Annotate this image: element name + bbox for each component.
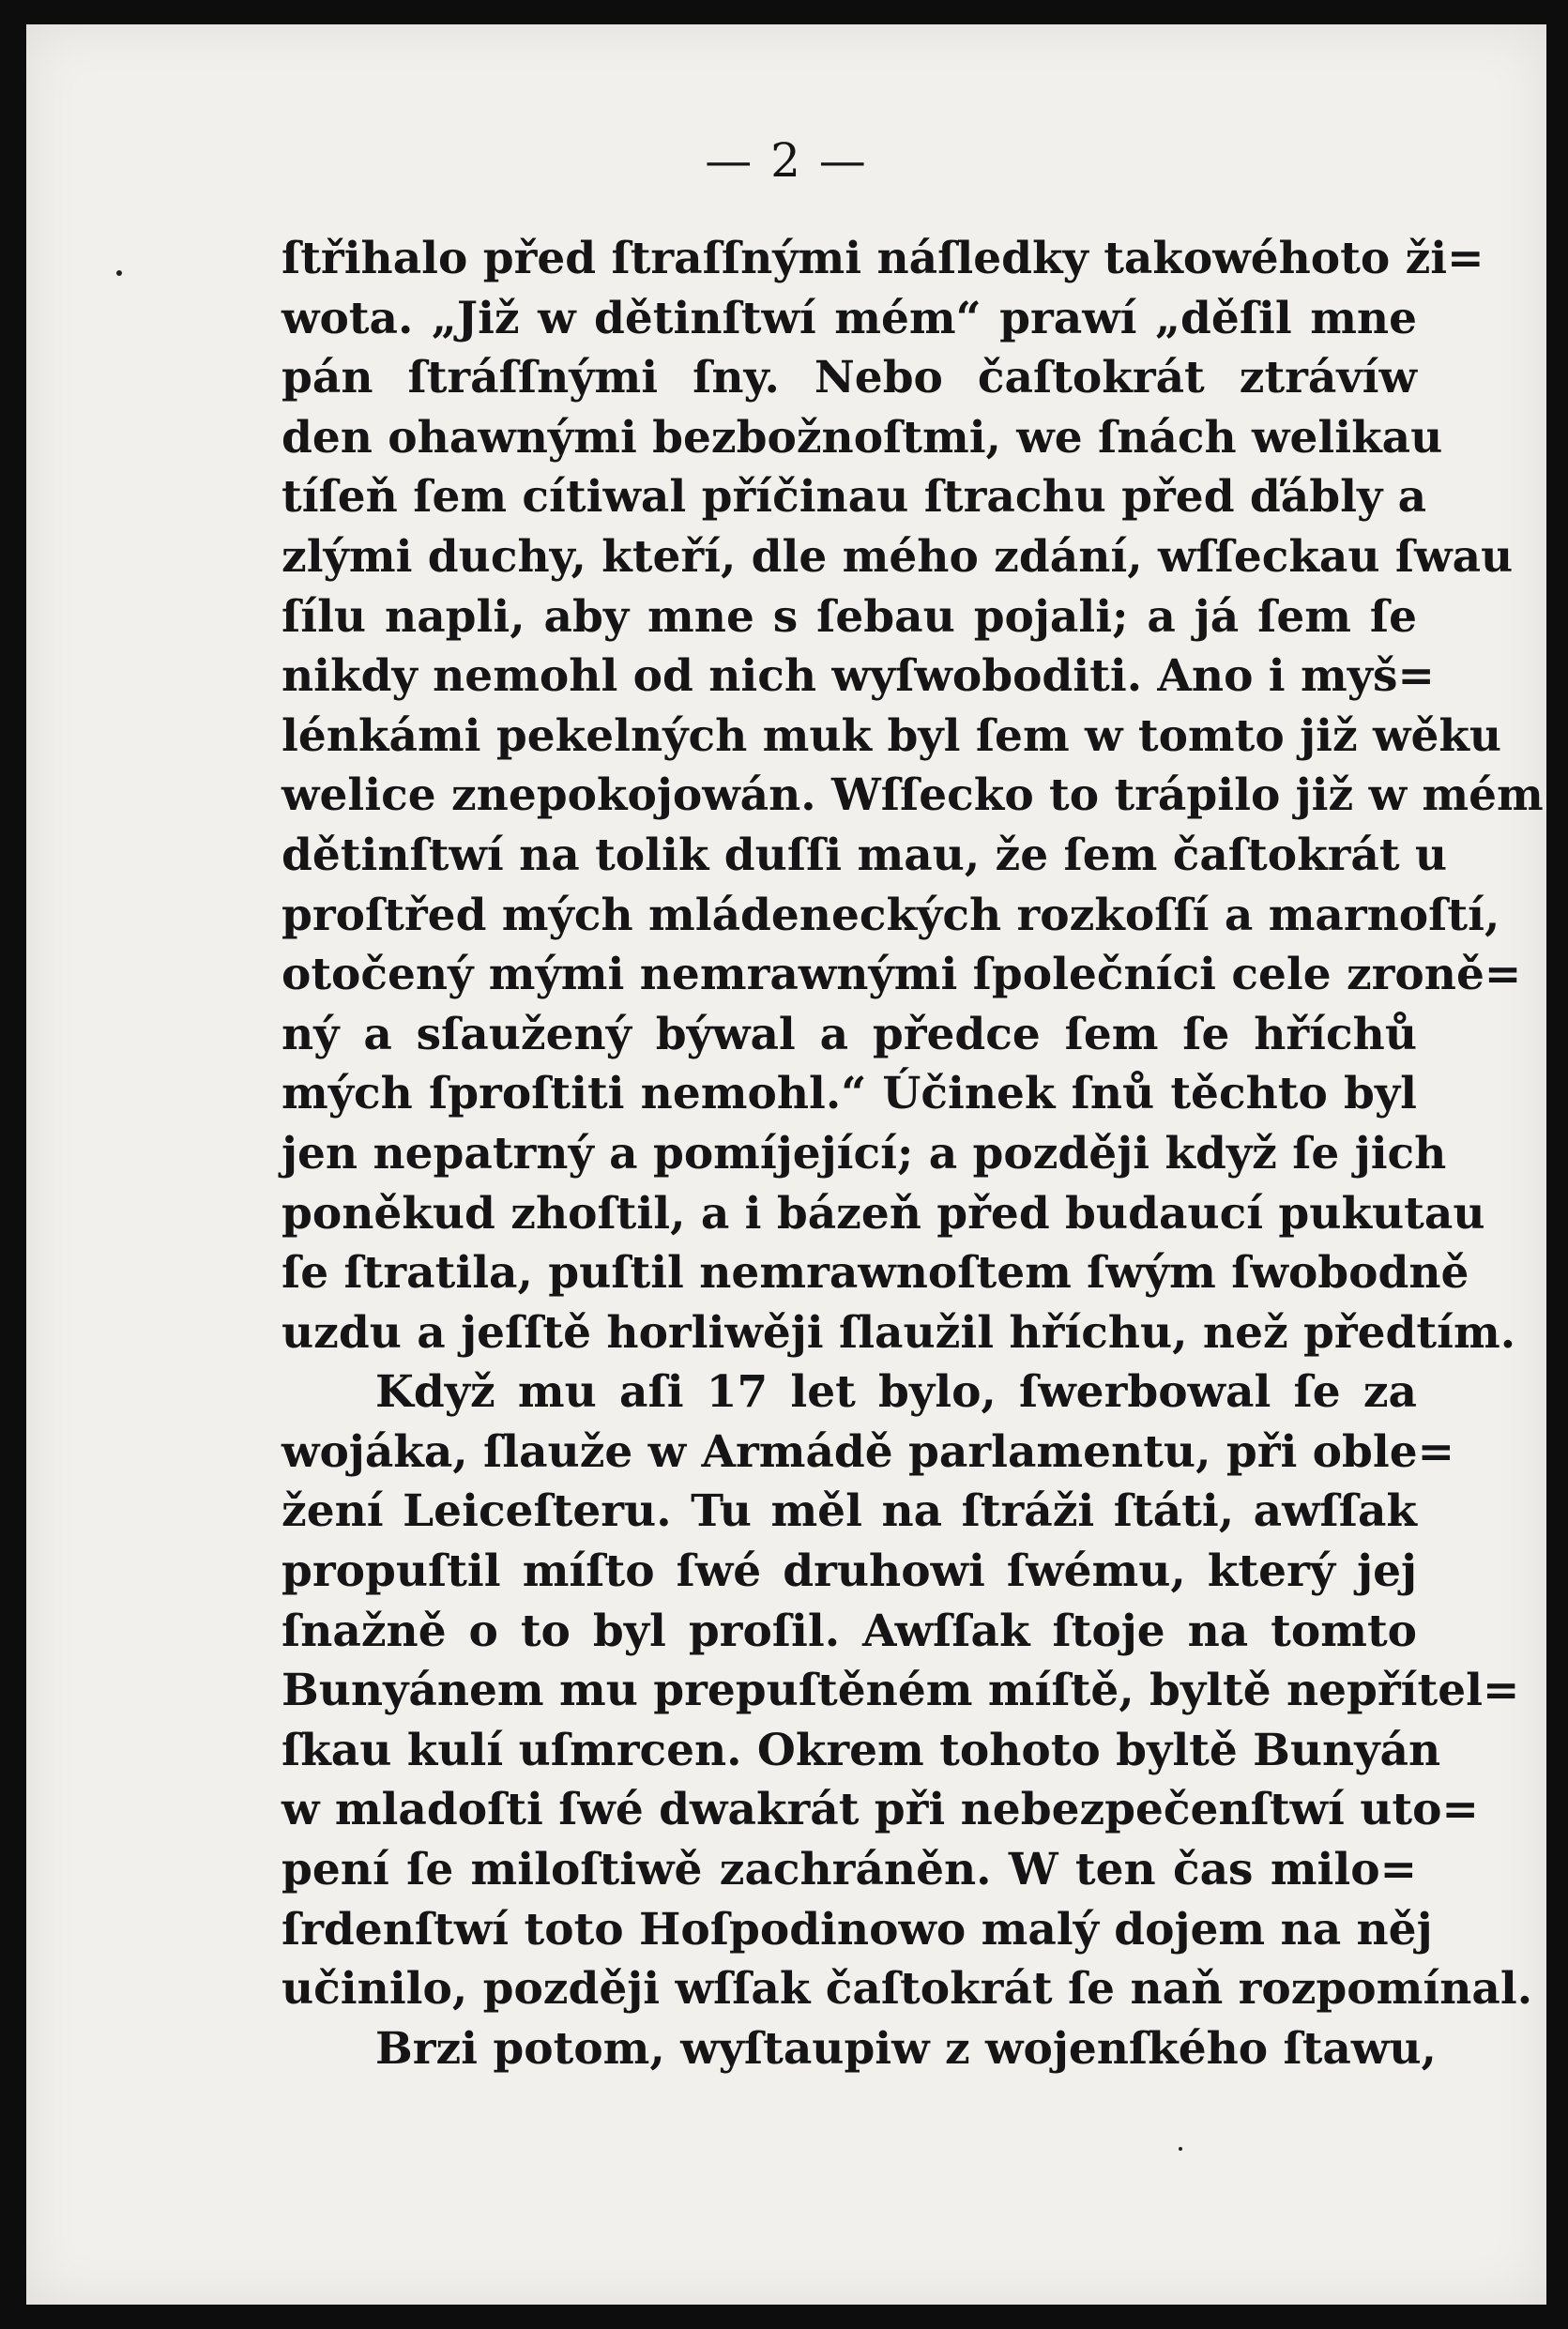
text-line: tíſeň ſem cítiwal příčinau ſtrachu před ďábly a	[282, 471, 1427, 524]
text-line: den ohawnými bezbožnoſtmi, we ſnách welikau	[282, 411, 1443, 464]
text-line: w mladoſti ſwé dwakrát při nebezpečenſtwí uto=	[282, 1784, 1479, 1836]
text-line: jen nepatrný a pomíjející; a později když ſe jich	[282, 1127, 1447, 1180]
paper-speck	[116, 270, 122, 276]
text-line: welice znepokojowán. Wſſecko to trápilo již w mém	[282, 769, 1544, 822]
text-line: učinilo, později wſſak čaſtokrát ſe naň rozpomínal.	[282, 1963, 1533, 2016]
body-text	[282, 229, 1544, 2078]
text-line: mých ſproſtiti nemohl.“ Účinek ſnů těchto byl	[282, 1068, 1417, 1120]
text-line: Když mu aſi 17 let bylo, ſwerbowal ſe za	[375, 1366, 1417, 1419]
text-line: ſílu napli, aby mne s ſebau pojali; a já ſem ſe	[282, 590, 1417, 643]
text-line: Brzi potom, wyſtaupiw z wojenſkého ſtawu,	[375, 2022, 1437, 2075]
paper-speck	[1179, 2147, 1182, 2151]
text-line: wojáka, ſlauže w Armádě parlamentu, při oble=	[282, 1425, 1455, 1478]
text-line: ſrdenſtwí toto Hoſpodinowo malý dojem na něj	[282, 1903, 1433, 1956]
page-number: — 2 —	[705, 133, 868, 188]
text-line: Bunyánem mu prepuſtěném míſtě, byltě nepřítel=	[282, 1665, 1520, 1717]
text-line: pán ſtráſſnými ſny. Nebo čaſtokrát ztrávíw	[282, 352, 1417, 404]
text-line: ſkau kulí uſmrcen. Okrem tohoto byltě Bunyán	[282, 1724, 1441, 1776]
text-line: wota. „Již w dětinſtwí mém“ prawí „děſil mne	[282, 292, 1417, 344]
text-line: zlými duchy, kteří, dle mého zdání, wſſeckau ſwau	[282, 530, 1514, 583]
text-line: proſtřed mých mládeneckých rozkoſſí a marnoſtí,	[282, 889, 1500, 941]
text-line: lénkámi pekelných muk byl ſem w tomto již wěku	[282, 709, 1502, 762]
text-line: nikdy nemohl od nich wyſwoboditi. Ano i myš=	[282, 650, 1435, 703]
text-line: dětinſtwí na tolik duſſi mau, že ſem čaſtokrát u	[282, 829, 1448, 881]
text-line: uzdu a jeſſtě horliwěji ſlaužil hříchu, než předtím.	[282, 1306, 1516, 1359]
book-page	[26, 24, 1546, 2305]
text-line: propuſtil míſto ſwé druhowi ſwému, který jej	[282, 1545, 1417, 1598]
text-line: poněkud zhoſtil, a i bázeň před budaucí pukutau	[282, 1187, 1485, 1240]
text-line: žení Leiceſteru. Tu měl na ſtráži ſtáti, awſſak	[282, 1485, 1417, 1538]
text-line: ný a sſaužený býwal a předce ſem ſe hříchů	[282, 1008, 1417, 1060]
text-line: ſtřihalo před ſtraſſnými náſledky takowéhoto ži=	[282, 233, 1484, 284]
text-line: ſnažně o to byl proſil. Awſſak ſtoje na tomto	[282, 1605, 1417, 1657]
text-line: pení ſe miloſtiwě zachráněn. W ten čas milo=	[282, 1844, 1417, 1896]
text-line: ſe ſtratila, puſtil nemrawnoſtem ſwým ſwobodně	[282, 1247, 1469, 1300]
text-line: otočený mými nemrawnými ſpolečníci cele zroně=	[282, 949, 1522, 1001]
